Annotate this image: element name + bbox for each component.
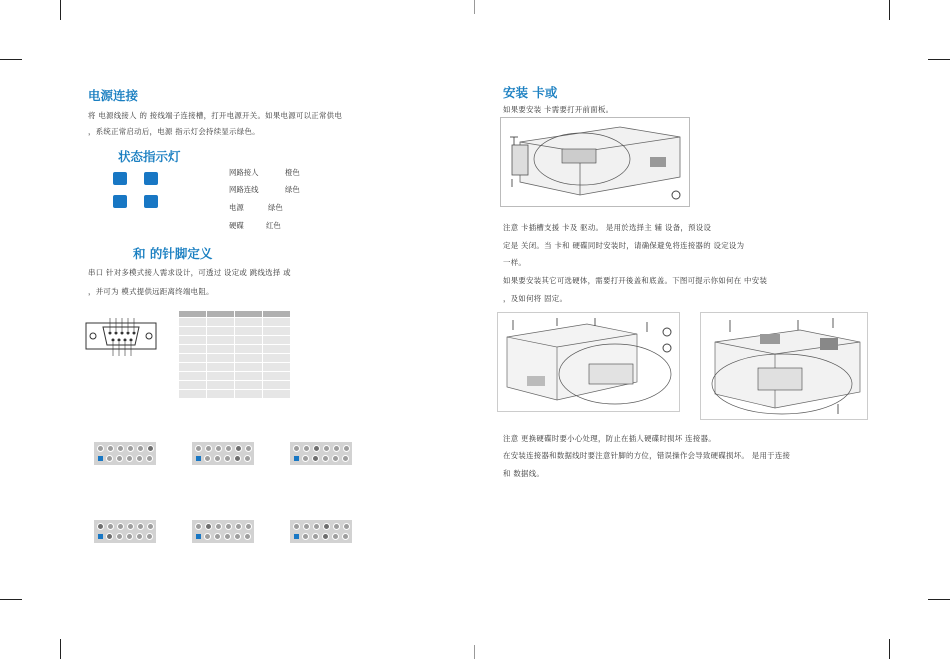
power-text-line2: ，系统正常启动后，电源 指示灯会持续显示绿色。 [88, 127, 260, 136]
pins-text-line1: 串口 针对多模式接人需求设计，可透过 设定或 跳线选择 或 [88, 268, 291, 277]
led-heading: 状态指示灯 [118, 149, 181, 164]
jumper-diagram [192, 442, 254, 465]
front-panel-illustration [500, 117, 690, 207]
install-intro: 如果要安装 卡需要打开前面板。 [503, 105, 614, 114]
db9-connector-icon [85, 318, 157, 358]
pins-text-line2: ，并可为 模式提供远距离终端电阻。 [88, 287, 214, 296]
power-text-line1: 将 电源线接人 的 接线端子连接槽，打开电源开关。如果电源可以正常供电 [88, 111, 343, 120]
led-label: 网路接人 [229, 168, 259, 177]
led-color: 红色 [266, 221, 281, 230]
led-label: 网路连线 [229, 185, 259, 194]
jumper-diagram [94, 442, 156, 465]
install-para-line1: 如果要安装其它可选硬体，需要打开後盖和底盖。下图可提示你如何在 中安装 [503, 276, 768, 285]
warning-line1: 注意 更换硬碟时要小心处理，防止在插人硬碟时损坏 连接器。 [503, 434, 716, 443]
install-note-line3: 一样。 [503, 258, 527, 267]
jumper-diagram [192, 520, 254, 543]
led-color: 绿色 [285, 185, 300, 194]
install-heading: 安装 卡或 [503, 85, 558, 100]
led-color: 绿色 [268, 203, 283, 212]
pin-definition-table [178, 310, 291, 399]
power-heading: 电源连接 [88, 88, 139, 103]
install-note-line2: 定是 关闭。当 卡和 硬碟同时安装时，请确保避免将连接器的 设定设为 [503, 241, 745, 250]
pins-heading: 和 的针脚定义 [133, 246, 213, 261]
led-label: 硬碟 [229, 221, 244, 230]
warning-line3: 和 数据线。 [503, 469, 545, 478]
warning-line2: 在安装连接器和数据线时要注意针脚的方位，错误操作会导致硬碟损坏。 是用于连接 [503, 451, 791, 460]
chassis-exploded-illustration [497, 312, 680, 412]
install-para-line2: ，及如何将 固定。 [503, 294, 568, 303]
install-note-line1: 注意 卡插槽支援 卡及 驱动。 是用於选择主 辅 设备，预设设 [503, 223, 712, 232]
chassis-installed-illustration [700, 312, 868, 420]
led-label: 电源 [229, 203, 244, 212]
led-color: 橙色 [285, 168, 300, 177]
jumper-diagram [290, 520, 352, 543]
jumper-diagram [290, 442, 352, 465]
jumper-diagram [94, 520, 156, 543]
